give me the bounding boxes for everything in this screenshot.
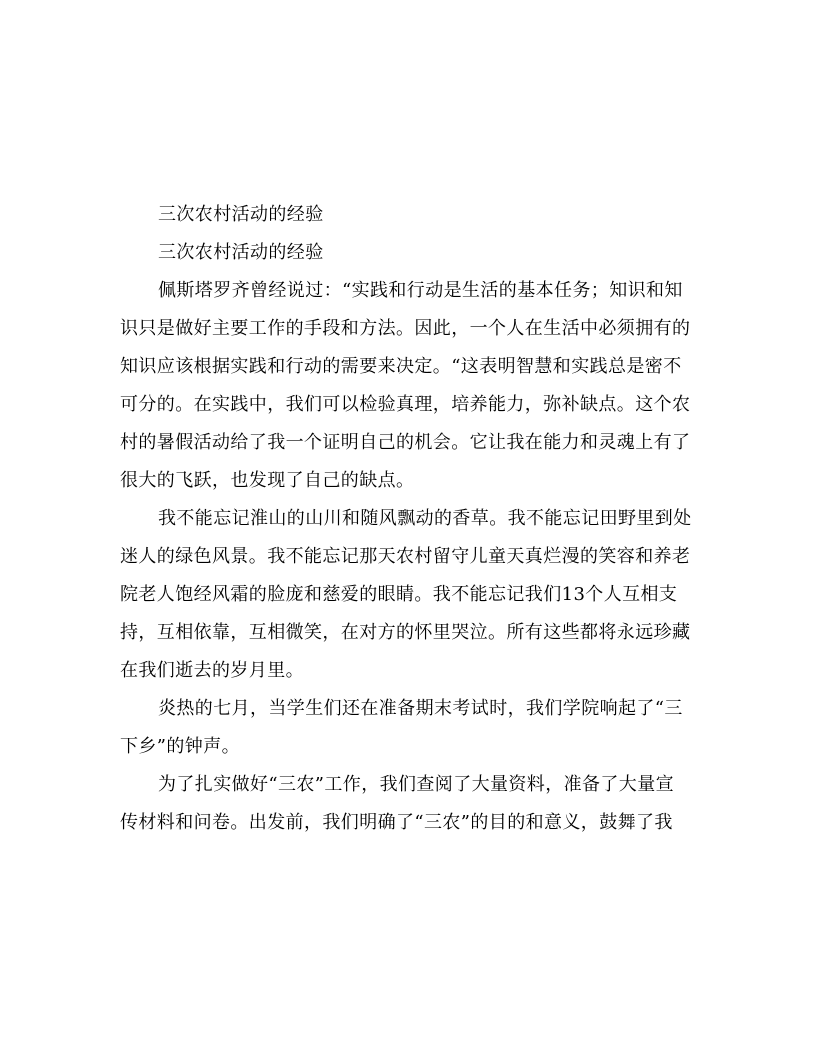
paragraph-line: 迷人的绿色风景。我不能忘记那天农村留守儿童天真烂漫的笑容和养老: [120, 546, 691, 567]
paragraph-line: 识只是做好主要工作的手段和方法。因此，一个人在生活中必须拥有的: [120, 318, 691, 339]
paragraph-line: 炎热的七月，当学生们还在准备期末考试时，我们学院响起了“三: [158, 698, 683, 719]
paragraph-line: 持，互相依靠，互相微笑，在对方的怀里哭泣。所有这些都将永远珍藏: [120, 622, 691, 643]
paragraph: [120, 272, 698, 500]
paragraph-line: 村的暑假活动给了我一个证明自己的机会。它让我在能力和灵魂上有了: [120, 432, 691, 453]
paragraph-line: 我不能忘记淮山的山川和随风飘动的香草。我不能忘记田野里到处: [158, 508, 692, 529]
paragraph-line: 在我们逝去的岁月里。: [120, 660, 304, 681]
paragraph: [120, 690, 698, 766]
document-subtitle: 三次农村活动的经验: [158, 242, 324, 263]
paragraph-line: 可分的。在实践中，我们可以检验真理，培养能力，弥补缺点。这个农: [120, 394, 691, 415]
paragraph-line: 传材料和问卷。出发前，我们明确了“三农”的目的和意义，鼓舞了我: [120, 812, 673, 833]
paragraph-line: 院老人饱经风霜的脸庞和慈爱的眼睛。我不能忘记我们13个人互相支: [120, 584, 678, 605]
paragraph: [120, 766, 698, 842]
paragraph-line: 佩斯塔罗齐曾经说过：“实践和行动是生活的基本任务；知识和知: [158, 280, 683, 301]
paragraph-line: 下乡”的钟声。: [120, 736, 241, 757]
paragraph: [120, 500, 698, 690]
paragraph-line: 为了扎实做好“三农”工作，我们查阅了大量资料，准备了大量宣: [158, 774, 675, 795]
document-title: 三次农村活动的经验: [158, 204, 324, 225]
document-body: [120, 196, 698, 842]
paragraph-line: 很大的飞跃，也发现了自己的缺点。: [120, 470, 415, 491]
paragraph-line: 知识应该根据实践和行动的需要来决定。“这表明智慧和实践总是密不: [120, 356, 682, 377]
